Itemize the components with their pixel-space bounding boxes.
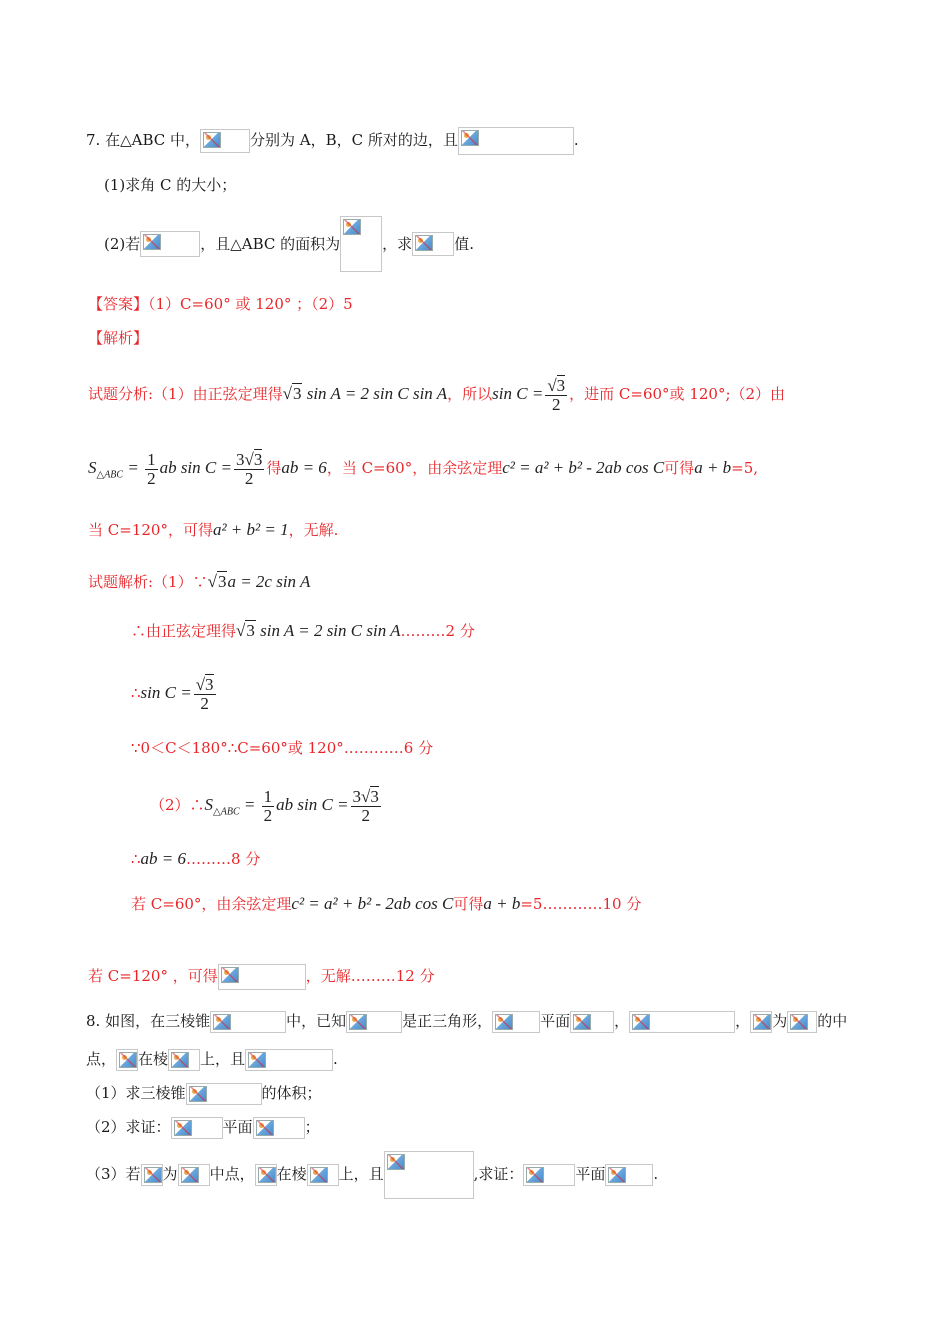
missing-image-icon	[750, 1011, 772, 1033]
sol-l1-text-2: ，所以	[447, 385, 493, 403]
missing-image-icon	[340, 216, 382, 272]
sol-l2-text-3: 可得	[664, 459, 695, 477]
q7-stem-end: .	[573, 131, 579, 149]
q8-s3-text-5: 上，且	[338, 1165, 384, 1183]
sol-line-1	[88, 370, 785, 418]
sol-line-6	[131, 668, 218, 718]
q8-s3-text-3: 中点，	[209, 1165, 255, 1183]
formula-ab6-2: ab = 6	[140, 849, 187, 868]
q7-stem-text-1: 在△ABC 中，	[105, 131, 201, 149]
q7-part2-text-3: ，求	[382, 235, 413, 253]
q7-part2-text-2: ，且△ABC 的面积为	[200, 235, 341, 253]
missing-image-icon	[307, 1164, 339, 1186]
q8-stem-line-1	[86, 1010, 847, 1033]
sol-l10-text-2: 可得	[453, 895, 484, 913]
sol-l11-text-2: ，无解………12 分	[305, 967, 435, 985]
formula-area: $S_{\triangle ABC}$ = $\frac{1}{2}$ ab sin C = $\frac{3√3}{2}$	[88, 449, 263, 488]
missing-image-icon	[787, 1011, 817, 1033]
sol-l10-text-1: 若 C=60°，由余弦定理	[131, 895, 292, 913]
sol-l4-text: 试题解析:（1）∵	[88, 573, 208, 591]
sol-l9-score: ………8 分	[186, 850, 261, 868]
missing-image-icon	[458, 127, 574, 155]
answer-line	[88, 293, 353, 315]
missing-image-icon	[218, 964, 306, 990]
sol-line-10	[131, 893, 641, 915]
q8-s1-text-1: （1）求三棱锥	[86, 1084, 186, 1102]
missing-image-icon	[346, 1011, 402, 1033]
q8-text-9: 点，	[86, 1050, 117, 1068]
missing-image-icon	[629, 1011, 735, 1033]
q8-text-11: 上，且	[200, 1050, 246, 1068]
analysis-label: 【解析】	[88, 329, 149, 347]
missing-image-icon	[200, 129, 250, 153]
formula-a-plus-b-2: a + b	[483, 894, 521, 913]
formula-ab6: ab = 6	[281, 458, 327, 477]
q8-s3-text-8: .	[653, 1165, 659, 1183]
q8-text-8: 的中	[817, 1012, 848, 1030]
answer-text: （1）C=60° 或 120° ；（2）5	[148, 295, 353, 313]
sol-l2-text-1: 得	[266, 459, 282, 477]
q8-s2-text-3: ；	[304, 1118, 320, 1136]
q8-text-6: ，	[735, 1012, 751, 1030]
formula-area-2: $S_{\triangle ABC}$ = $\frac{1}{2}$ ab sin C = $\frac{3√3}{2}$	[204, 786, 379, 825]
sol-line-4	[88, 571, 310, 593]
missing-image-icon	[253, 1117, 305, 1139]
q8-text-4: 平面	[540, 1012, 571, 1030]
formula-cos-law: c² = a² + b² - 2ab cos C	[502, 458, 665, 477]
sol-l1-text-3: ，进而 C=60°或 120°;（2）由	[569, 385, 786, 403]
q8-stem-line-2	[86, 1048, 338, 1071]
missing-image-icon	[255, 1164, 277, 1186]
q7-stem	[86, 127, 579, 155]
missing-image-icon	[523, 1164, 575, 1186]
therefore-symbol-2: ∴	[131, 850, 141, 868]
q7-part1: (1)求角 C 的大小；	[104, 176, 237, 194]
q8-s3-text-1: （3）若	[86, 1165, 141, 1183]
sol-l8-text: （2）∴	[150, 796, 205, 814]
missing-image-icon	[245, 1049, 333, 1071]
q8-s3-text-2: 为	[162, 1165, 178, 1183]
q8-s3-text-6: ,求证：	[473, 1165, 524, 1183]
q8-sub-2	[86, 1116, 320, 1139]
missing-image-icon	[178, 1164, 210, 1186]
q7-part2-text-4: 值.	[454, 235, 474, 253]
sol-line-2	[88, 444, 758, 492]
q7-part2	[104, 216, 474, 272]
missing-image-icon	[140, 231, 200, 257]
formula-sine-law: √3 sin A = 2 sin C sin A	[236, 621, 401, 640]
q8-text-3: 是正三角形，	[402, 1012, 493, 1030]
sol-line-9	[131, 848, 260, 870]
q8-sub-3	[86, 1150, 658, 1198]
formula-a2b2: a² + b² = 1	[212, 520, 289, 539]
q8-s1-text-2: 的体积；	[261, 1084, 322, 1102]
q8-number: 8.	[86, 1012, 101, 1030]
q8-s3-text-4: 在棱	[276, 1165, 307, 1183]
missing-image-icon	[570, 1011, 614, 1033]
missing-image-icon	[186, 1083, 262, 1105]
q7-stem-text-2: 分别为 A，B，C 所对的边，且	[250, 131, 458, 149]
missing-image-icon	[171, 1117, 223, 1139]
formula-sqrt3a: √3a = 2c sin A	[207, 572, 311, 591]
sol-line-3	[88, 519, 338, 541]
formula-cos-law-2: c² = a² + b² - 2ab cos C	[291, 894, 454, 913]
formula-sinC-2: sin C = $\frac{√3}{2}$	[140, 674, 214, 713]
formula-a-plus-b: a + b	[694, 458, 732, 477]
q8-s3-text-7: 平面	[575, 1165, 606, 1183]
sol-l10-score: =5…………10 分	[520, 895, 642, 913]
formula-sinC: sin C = $\frac{√3}{2}$	[492, 375, 566, 414]
sol-line-5	[131, 620, 475, 642]
missing-image-icon	[412, 232, 454, 256]
missing-image-icon	[384, 1151, 474, 1199]
q8-text-12: .	[333, 1050, 338, 1068]
sol-l3-text-2: ，无解.	[288, 521, 339, 539]
sol-l1-text-1: 试题分析:（1）由正弦定理得	[88, 385, 283, 403]
sol-l5-text: ∴由正弦定理得	[131, 622, 237, 640]
answer-label: 【答案】	[88, 295, 149, 313]
sol-line-11	[88, 964, 435, 990]
q8-text-5: ，	[614, 1012, 630, 1030]
sol-l5-score: ………2 分	[400, 622, 475, 640]
q8-text-7: 为	[772, 1012, 788, 1030]
q7-number: 7.	[86, 131, 101, 149]
missing-image-icon	[168, 1049, 200, 1071]
formula-sqrt3-sinA: √3 sin A = 2 sin C sin A	[282, 384, 448, 403]
sol-l2-text-4: =5,	[731, 459, 759, 477]
q8-s2-text-1: （2）求证：	[86, 1118, 171, 1136]
sol-l3-text-1: 当 C=120°，可得	[88, 521, 213, 539]
sol-line-7: ∵0＜C＜180°∴C=60°或 120°…………6 分	[131, 739, 434, 757]
sol-line-8	[150, 780, 383, 830]
q8-sub-1	[86, 1082, 322, 1105]
q8-s2-text-2: 平面	[222, 1118, 253, 1136]
therefore-symbol: ∴	[131, 684, 141, 702]
missing-image-icon	[141, 1164, 163, 1186]
q8-text-2: 中，已知	[286, 1012, 347, 1030]
sol-l11-text-1: 若 C=120° ，可得	[88, 967, 218, 985]
missing-image-icon	[605, 1164, 653, 1186]
sol-l2-text-2: ，当 C=60°，由余弦定理	[326, 459, 503, 477]
missing-image-icon	[116, 1049, 138, 1071]
q8-text-1: 如图，在三棱锥	[105, 1012, 211, 1030]
missing-image-icon	[492, 1011, 540, 1033]
missing-image-icon	[210, 1011, 286, 1033]
q7-part2-text-1: (2)若	[104, 235, 141, 253]
q8-text-10: 在棱	[138, 1050, 169, 1068]
